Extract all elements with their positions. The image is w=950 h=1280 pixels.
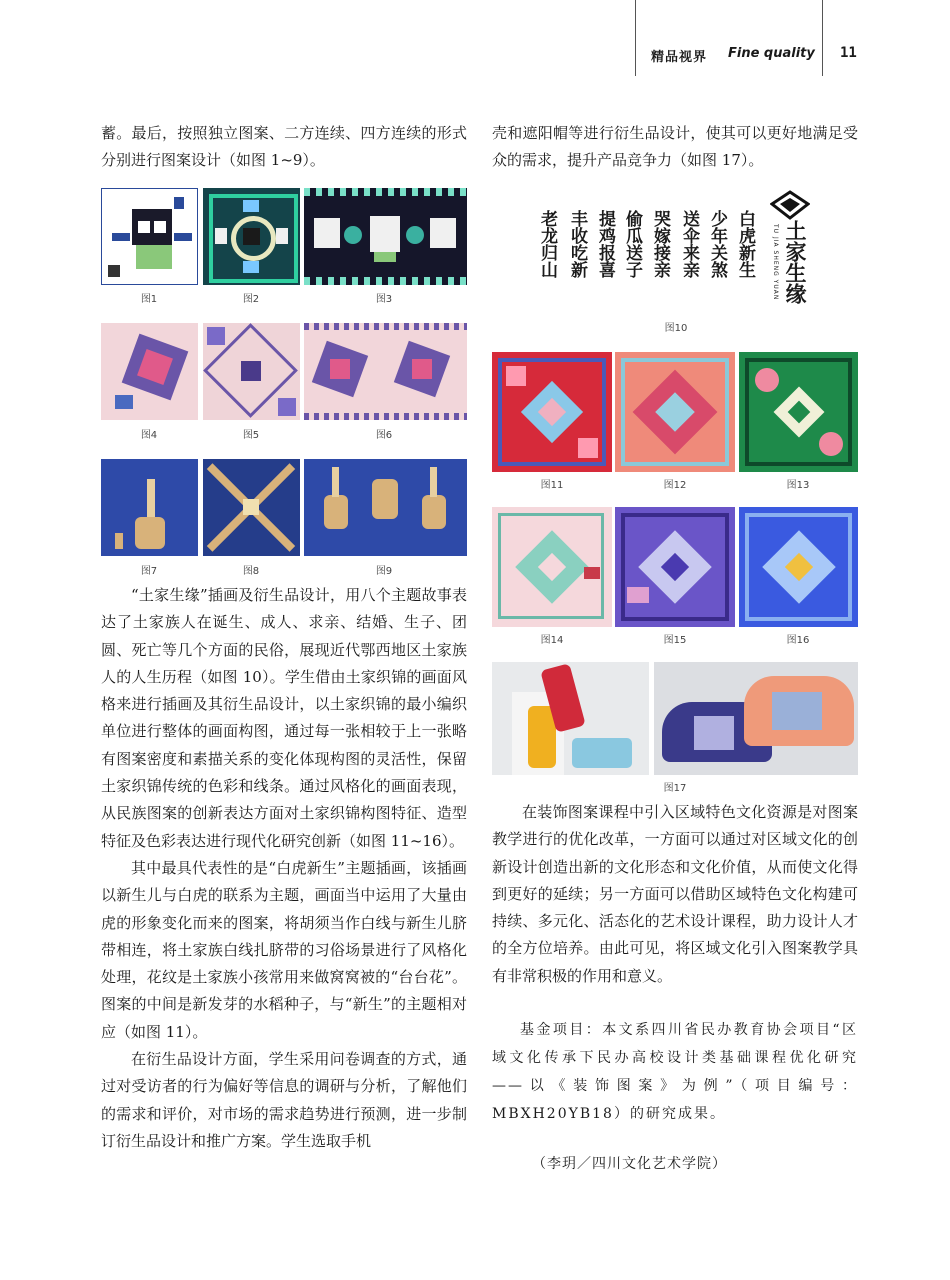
figure-14 (492, 507, 612, 627)
caption-fig12: 图12 (663, 480, 687, 491)
caption-fig4: 图4 (140, 430, 158, 441)
caption-fig6: 图6 (375, 430, 393, 441)
left-column-bottom (101, 582, 467, 1155)
caption-fig11: 图11 (540, 480, 564, 491)
fund-text: 基金项目：本文系四川省民办教育协会项目“区域文化传承下民办高校设计类基础课程优化研究——以《装饰图案》为例”（项目编号：MBXH20YB18）的研究成果。 (492, 1022, 858, 1122)
paragraph: “土家生缘”插画及衍生品设计，用八个主题故事表达了土家族人在诞生、成人、求亲、结婚、生子、团圆、死亡等几个方面的民俗，展现近代鄂西地区土家族人的人生历程（如图 10）。学生借由土家织锦的画面风格来进行插画及其衍生品设计，以土家织锦的最小编织单位进行整体的画面构图，通过每一张相较于上一张略有图案密度和素描关系的变化体现构图的灵活性，保留土家织锦传统的色彩和线条。通过风格化的画面表现，从民族图案的创新表达方面对土家织锦构图特征、造型特征及色彩表达进行现代化研究创新（如图 11~16）。 (101, 586, 467, 850)
fig10-brand-en: TU JIA SHENG YUAN (772, 224, 779, 301)
figure-2 (203, 188, 300, 285)
figure-17-phone-cases (492, 662, 649, 775)
paragraph: 在衍生品设计方面，学生采用问卷调查的方式，通过对受访者的行为偏好等信息的调研与分析，了解他们的需求和评价，对市场的需求趋势进行预测，进一步制订衍生品设计和推广方案。学生选取手机 (101, 1050, 467, 1150)
section-title-cn: 精品视界 (651, 50, 708, 65)
figure-1 (101, 188, 198, 285)
figure-17-bucket-hats (654, 662, 858, 775)
caption-fig1: 图1 (140, 294, 158, 305)
caption-fig3: 图3 (375, 294, 393, 305)
section-title-en: Fine quality (728, 46, 815, 61)
figure-6 (304, 323, 467, 420)
fig10-column: 少年关煞 (707, 210, 727, 278)
paragraph: 蓄。最后，按照独立图案、二方连续、四方连续的形式分别进行图案设计（如图 1~9）。 (101, 124, 467, 170)
caption-fig16: 图16 (786, 635, 810, 646)
figure-10 (530, 190, 820, 316)
figure-4 (101, 323, 198, 420)
figure-5 (203, 323, 300, 420)
caption-fig2: 图2 (242, 294, 260, 305)
fig10-column: 白虎新生 (735, 210, 755, 278)
fund-note (492, 1016, 858, 1128)
caption-fig10: 图10 (664, 323, 688, 334)
header-divider-right (822, 0, 823, 76)
caption-fig9: 图9 (375, 566, 393, 577)
right-column-top (492, 120, 858, 175)
figure-13 (739, 352, 858, 472)
figure-8 (203, 459, 300, 556)
paragraph: 其中最具代表性的是“白虎新生”主题插画，该插画以新生儿与白虎的联系为主题，画面当中运用了大量由虎的形象变化而来的图案，将胡须当作白线与新生儿脐带相连，将土家族白线扎脐带的习俗场景进行了风格化处理，花纹是土家族小孩常用来做窝窝被的“台台花”。图案的中间是新发芽的水稻种子，与“新生”的主题相对应（如图 11）。 (101, 858, 467, 1041)
right-column-bottom (492, 799, 858, 990)
fig10-brand-cn: 土家生缘 (783, 220, 807, 304)
figure-15 (615, 507, 735, 627)
caption-fig15: 图15 (663, 635, 687, 646)
figure-16 (739, 507, 858, 627)
caption-fig7: 图7 (140, 566, 158, 577)
fig10-column: 偷瓜送子 (622, 210, 642, 278)
page-number: 11 (840, 45, 857, 61)
caption-fig5: 图5 (242, 430, 260, 441)
author-credit: （李玥／四川文化艺术学院） (532, 1156, 727, 1172)
caption-fig8: 图8 (242, 566, 260, 577)
figure-7 (101, 459, 198, 556)
caption-fig14: 图14 (540, 635, 564, 646)
figure-3 (304, 188, 467, 285)
fig10-column: 哭嫁接亲 (650, 210, 670, 278)
figure-9 (304, 459, 467, 556)
fig10-column: 老龙归山 (537, 210, 557, 278)
brand-emblem-icon (770, 190, 810, 220)
header-divider-left (635, 0, 636, 76)
fig10-column: 丰收吃新 (567, 210, 587, 278)
caption-fig13: 图13 (786, 480, 810, 491)
paragraph: 在装饰图案课程中引入区域特色文化资源是对图案教学进行的优化改革，一方面可以通过对区域文化的创新设计创造出新的文化形态和文化价值，从而使文化得到更好的延续；另一方面可以借助区域特色文化构建可持续、多元化、活态化的艺术设计课程，助力设计人才的全方位培养。由此可见，将区域文化引入图案教学具有非常积极的作用和意义。 (492, 803, 858, 985)
fig10-column: 送伞来亲 (679, 210, 699, 278)
left-column-top (101, 120, 467, 175)
paragraph: 壳和遮阳帽等进行衍生品设计，使其可以更好地满足受众的需求，提升产品竞争力（如图 17）。 (492, 124, 858, 170)
figure-12 (615, 352, 735, 472)
fig10-column: 提鸡报喜 (595, 210, 615, 278)
figure-11 (492, 352, 612, 472)
caption-fig17: 图17 (663, 783, 687, 794)
